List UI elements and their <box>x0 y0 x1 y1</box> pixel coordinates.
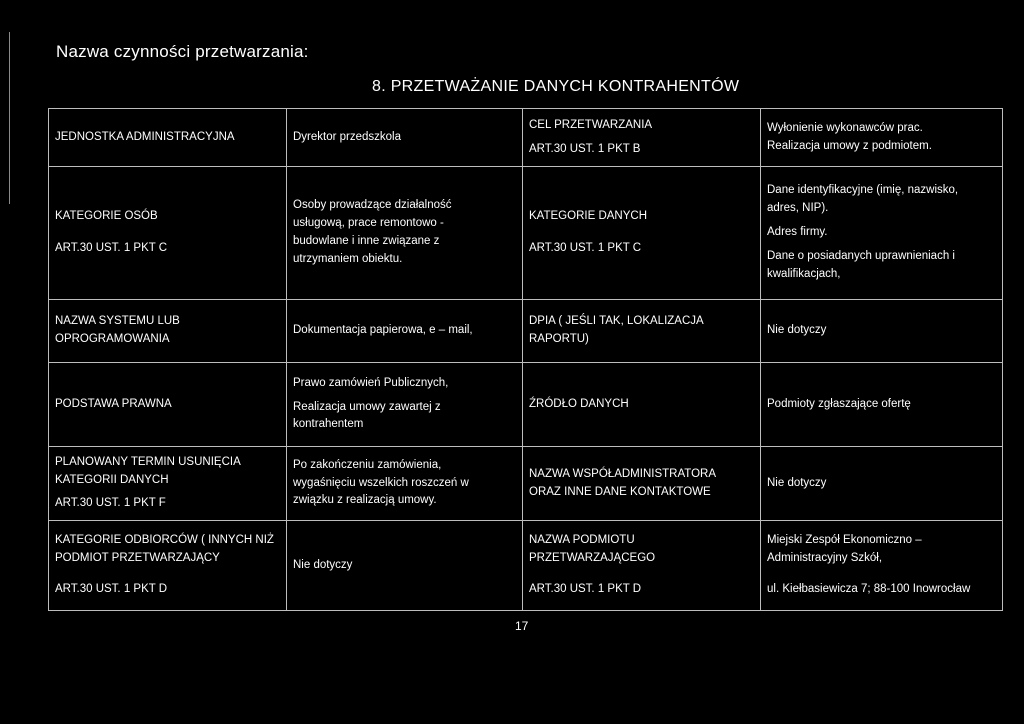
label-data-categories: KATEGORIE DANYCH ART.30 UST. 1 PKT C <box>523 167 761 300</box>
table-row <box>49 521 1003 611</box>
label-legal-basis: PODSTAWA PRAWNA <box>49 363 287 447</box>
table-row <box>49 447 1003 521</box>
label-system-name: NAZWA SYSTEMU LUB OPROGRAMOWANIA <box>49 300 287 363</box>
label-deletion-deadline: PLANOWANY TERMIN USUNIĘCIA KATEGORII DANYCH ART.30 UST. 1 PKT F <box>49 447 287 521</box>
label-admin-unit: JEDNOSTKA ADMINISTRACYJNA <box>49 109 287 167</box>
value-person-categories: Osoby prowadzące działalność usługową, prace remontowo - budowlane i inne związane z utrzymaniem obiektu. <box>287 167 523 300</box>
value-processor-name: Miejski Zespół Ekonomiczno – Administracyjny Szkół, ul. Kiełbasiewicza 7; 88-100 Inowrocław <box>761 521 1003 611</box>
processing-name-heading: Nazwa czynności przetwarzania: <box>56 42 309 61</box>
value-legal-basis: Prawo zamówień Publicznych, Realizacja umowy zawartej z kontrahentem <box>287 363 523 447</box>
value-joint-controller: Nie dotyczy <box>761 447 1003 521</box>
value-data-categories: Dane identyfikacyjne (imię, nazwisko, adres, NIP). Adres firmy. Dane o posiadanych uprawnieniach i kwalifikacjach, <box>761 167 1003 300</box>
label-person-categories: KATEGORIE OSÓB ART.30 UST. 1 PKT C <box>49 167 287 300</box>
value-admin-unit: Dyrektor przedszkola <box>287 109 523 167</box>
table-row <box>49 363 1003 447</box>
value-recipient-categories: Nie dotyczy <box>287 521 523 611</box>
page-edge-line <box>9 32 10 204</box>
table-row <box>49 109 1003 167</box>
page-number: 17 <box>515 619 529 633</box>
value-system-name: Dokumentacja papierowa, e – mail, <box>287 300 523 363</box>
value-deletion-deadline: Po zakończeniu zamówienia, wygaśnięciu wszelkich roszczeń w związku z realizacją umowy. <box>287 447 523 521</box>
label-dpia: DPIA ( JEŚLI TAK, LOKALIZACJA RAPORTU) <box>523 300 761 363</box>
label-joint-controller: NAZWA WSPÓŁADMINISTRATORA ORAZ INNE DANE KONTAKTOWE <box>523 447 761 521</box>
table-row <box>49 300 1003 363</box>
label-processor-name: NAZWA PODMIOTU PRZETWARZAJĄCEGO ART.30 UST. 1 PKT D <box>523 521 761 611</box>
label-data-source: ŹRÓDŁO DANYCH <box>523 363 761 447</box>
value-data-source: Podmioty zgłaszające ofertę <box>761 363 1003 447</box>
processing-register-table <box>48 108 1003 611</box>
section-title: 8. PRZETWAŻANIE DANYCH KONTRAHENTÓW <box>372 78 740 95</box>
value-dpia: Nie dotyczy <box>761 300 1003 363</box>
label-processing-purpose: CEL PRZETWARZANIA ART.30 UST. 1 PKT B <box>523 109 761 167</box>
label-recipient-categories: KATEGORIE ODBIORCÓW ( INNYCH NIŻ PODMIOT PRZETWARZAJĄCY ART.30 UST. 1 PKT D <box>49 521 287 611</box>
value-processing-purpose: Wyłonienie wykonawców prac. Realizacja umowy z podmiotem. <box>761 109 1003 167</box>
table-row <box>49 167 1003 300</box>
